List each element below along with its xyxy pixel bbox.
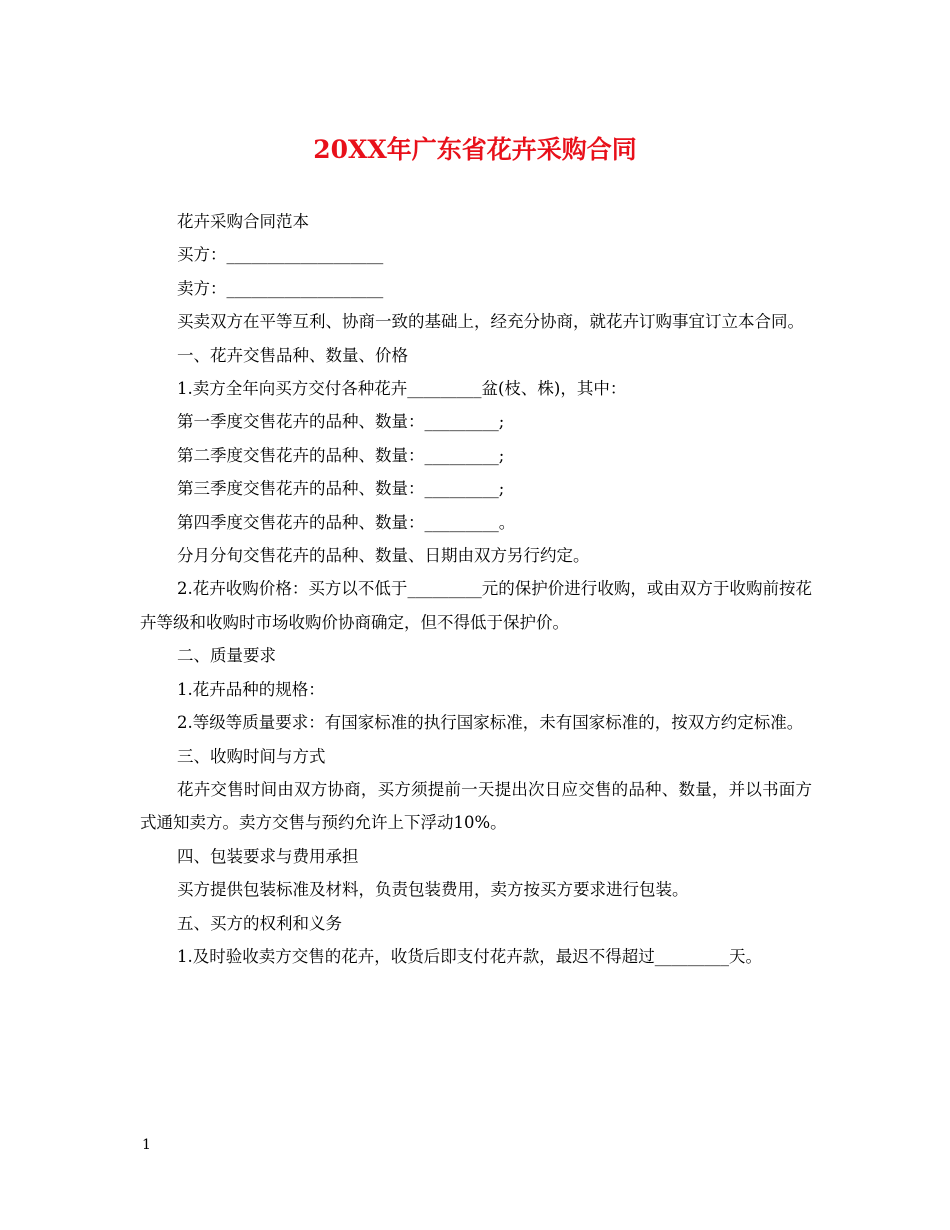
section-heading-2: 二、质量要求: [177, 646, 276, 666]
paragraph-q1: 第一季度交售花卉的品种、数量：_________;: [177, 412, 505, 432]
paragraph-spec: 1.花卉品种的规格：: [177, 679, 325, 699]
section-heading-1: 一、花卉交售品种、数量、价格: [177, 345, 408, 365]
paragraph-price: 2.花卉收购价格：买方以不低于_________元的保护价进行收购，或由双方于收购前按花卉等级和收购时市场收购价协商确定，但不得低于保护价。: [140, 579, 812, 632]
paragraph-seller: 卖方：___________________: [177, 278, 384, 298]
document-title: 20XX年广东省花卉采购合同: [313, 135, 637, 164]
page-number: 1: [142, 1137, 151, 1153]
section-heading-3: 三、收购时间与方式: [177, 746, 326, 766]
paragraph-annual-quantity: 1.卖方全年向买方交付各种花卉_________盆(枝、株)，其中：: [177, 379, 627, 399]
paragraph-buyer-duty-1: 1.及时验收卖方交售的花卉，收货后即支付花卉款，最迟不得超过_________天。: [177, 946, 762, 966]
paragraph-template-heading: 花卉采购合同范本: [177, 212, 309, 231]
paragraph-packaging: 买方提供包装标准及材料，负责包装费用，卖方按买方要求进行包装。: [177, 880, 689, 900]
paragraph-buyer: 买方：___________________: [177, 245, 384, 265]
paragraph-timing: 花卉交售时间由双方协商，买方须提前一天提出次日应交售的品种、数量，并以书面方式通知卖方。卖方交售与预约允许上下浮动10%。: [140, 779, 812, 833]
paragraph-q4: 第四季度交售花卉的品种、数量：_________。: [177, 512, 516, 532]
paragraph-monthly: 分月分旬交售花卉的品种、数量、日期由双方另行约定。: [177, 546, 590, 566]
section-heading-4: 四、包装要求与费用承担: [177, 846, 359, 866]
document-body: [140, 205, 812, 973]
paragraph-preamble: 买卖双方在平等互利、协商一致的基础上，经充分协商，就花卉订购事宜订立本合同。: [177, 312, 804, 332]
paragraph-q3: 第三季度交售花卉的品种、数量：_________;: [177, 479, 505, 499]
paragraph-grade: 2.等级等质量要求：有国家标准的执行国家标准，未有国家标准的，按双方约定标准。: [177, 713, 804, 733]
section-heading-5: 五、买方的权利和义务: [177, 913, 342, 933]
paragraph-q2: 第二季度交售花卉的品种、数量：_________;: [177, 445, 505, 465]
